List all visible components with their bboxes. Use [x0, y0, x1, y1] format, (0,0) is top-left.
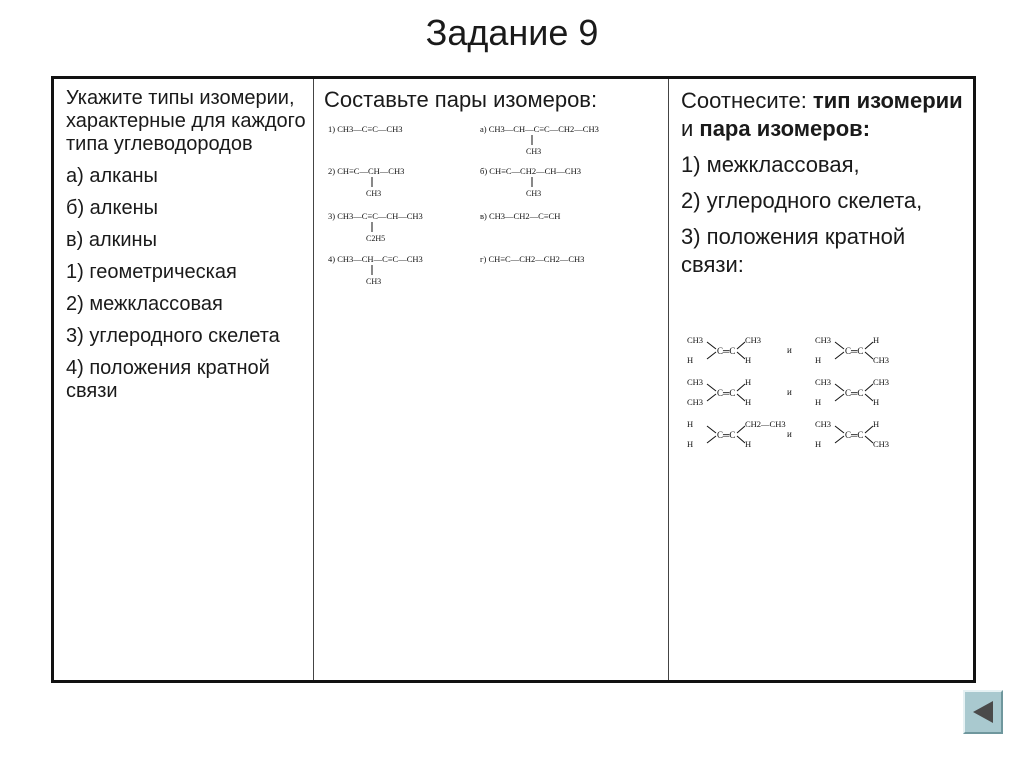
bond-line — [835, 436, 844, 443]
formula-left: 3) CH3—C≡C—CH—CH3 — [328, 211, 423, 221]
bond-line — [737, 426, 745, 433]
option-item: 1) межклассовая, — [681, 152, 860, 177]
column-isomer-pairs — [314, 79, 669, 680]
col3-heading: Соотнесите: тип изомерии и пара изомеров: — [681, 88, 963, 141]
substituent: CH3 — [873, 377, 890, 387]
bond-line — [865, 426, 873, 433]
substituent: H — [873, 335, 880, 345]
list-item: 4) положения кратной связи — [66, 357, 270, 402]
substituent: H — [687, 419, 694, 429]
formula-left: 4) CH3—CH—C≡C—CH3 — [328, 254, 423, 264]
formula-right: б) CH≡C—CH2—CH—CH3 — [480, 166, 581, 176]
list-item: а) алканы — [66, 165, 158, 187]
substituent: H — [745, 439, 752, 449]
bond-line — [707, 436, 716, 443]
double-bond: C═C — [845, 430, 864, 440]
col2-heading: Составьте пары изомеров: — [324, 87, 598, 112]
formula-list — [314, 119, 669, 349]
pair-connector: и — [787, 429, 792, 439]
back-arrow-icon — [965, 692, 1001, 732]
list-item: в) алкины — [66, 229, 157, 251]
substituent: CH3 — [687, 377, 704, 387]
formula-right: а) CH3—CH—C≡C—CH2—CH3 — [480, 124, 599, 134]
substituent: H — [873, 419, 880, 429]
bond-line — [707, 426, 716, 433]
list-item: 2) межклассовая — [66, 293, 223, 315]
substituent: H — [687, 355, 694, 365]
substituent: CH3 — [815, 335, 832, 345]
formula-branch: C2H5 — [366, 234, 386, 243]
formula-right: г) CH≡C—CH2—CH2—CH3 — [480, 254, 585, 264]
option-item: 2) углеродного скелета, — [681, 188, 923, 213]
column-isomerism-types — [54, 79, 314, 680]
bond-line — [707, 342, 716, 349]
bond-line — [737, 352, 745, 359]
substituent: H — [815, 355, 822, 365]
bond-line — [707, 352, 716, 359]
substituent: CH3 — [873, 355, 890, 365]
substituent: CH3 — [745, 335, 762, 345]
substituent: CH2—CH3 — [745, 419, 786, 429]
bond-line — [865, 436, 873, 443]
double-bond: C═C — [717, 346, 736, 356]
bond-line — [707, 384, 716, 391]
formula-branch: CH3 — [526, 147, 542, 156]
formula-branch: CH3 — [526, 189, 542, 198]
bond-line — [865, 394, 873, 401]
substituent: H — [745, 355, 752, 365]
substituent: H — [687, 439, 694, 449]
pair-connector: и — [787, 345, 792, 355]
bond-line — [835, 394, 844, 401]
bond-line — [737, 436, 745, 443]
formula-branch: CH3 — [366, 189, 382, 198]
bond-line — [865, 342, 873, 349]
option-item: 3) положения кратной связи: — [681, 224, 906, 277]
page-title: Задание 9 — [425, 12, 599, 53]
formula-left: 1) CH3—C≡C—CH3 — [328, 124, 403, 134]
back-button[interactable] — [963, 690, 1003, 734]
substituent: CH3 — [873, 439, 890, 449]
list-item: 3) углеродного скелета — [66, 325, 280, 347]
bond-line — [707, 394, 716, 401]
substituent: CH3 — [687, 397, 704, 407]
task-table — [51, 76, 976, 683]
bond-line — [737, 384, 745, 391]
col1-intro: Укажите типы изомерии, характерные для каждого типа углеводородов — [66, 87, 306, 155]
double-bond: C═C — [717, 430, 736, 440]
substituent: H — [815, 439, 822, 449]
bond-line — [835, 352, 844, 359]
pair-connector: и — [787, 387, 792, 397]
formula-branch: CH3 — [366, 277, 382, 286]
substituent: H — [745, 397, 752, 407]
formula-left: 2) CH≡C—CH—CH3 — [328, 166, 405, 176]
column-match — [669, 79, 973, 680]
formula-right: в) CH3—CH2—C≡CH — [480, 211, 561, 221]
bond-line — [835, 426, 844, 433]
list-item: б) алкены — [66, 197, 158, 219]
bond-line — [865, 352, 873, 359]
double-bond: C═C — [845, 388, 864, 398]
substituent: CH3 — [815, 419, 832, 429]
double-bond: C═C — [717, 388, 736, 398]
substituent: CH3 — [687, 335, 704, 345]
bond-line — [835, 342, 844, 349]
bond-line — [865, 384, 873, 391]
double-bond: C═C — [845, 346, 864, 356]
substituent: CH3 — [815, 377, 832, 387]
isomer-structures — [675, 329, 975, 469]
substituent: H — [815, 397, 822, 407]
bond-line — [737, 394, 745, 401]
list-item: 1) геометрическая — [66, 261, 237, 283]
bond-line — [737, 342, 745, 349]
substituent: H — [745, 377, 752, 387]
bond-line — [835, 384, 844, 391]
substituent: H — [873, 397, 880, 407]
